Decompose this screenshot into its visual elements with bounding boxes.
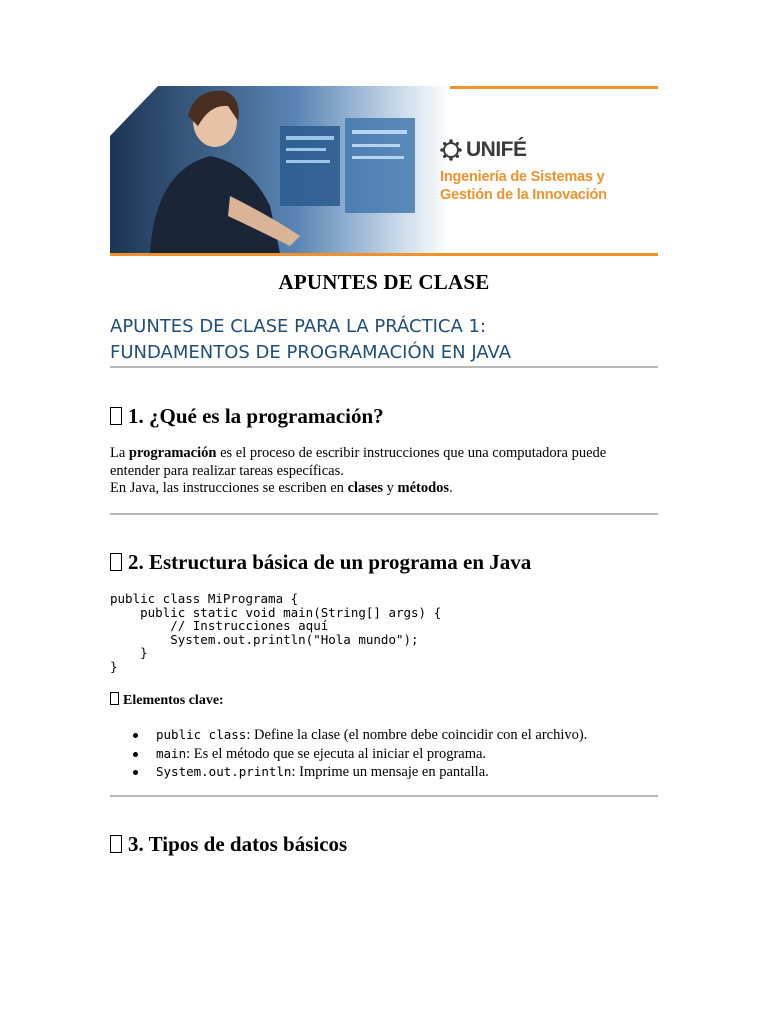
divider <box>110 795 658 797</box>
header-banner <box>110 86 658 256</box>
list-item <box>110 763 658 782</box>
text-run: La <box>110 445 129 461</box>
text-run: es el proceso de escribir instrucciones que una computadora puede <box>216 445 607 461</box>
missing-glyph-icon <box>110 407 122 425</box>
paragraph-line <box>110 445 658 463</box>
brand-logo <box>440 138 527 162</box>
bold-term: clases <box>347 480 383 496</box>
paragraph-line: entender para realizar tareas específicas. <box>110 462 344 479</box>
inline-code: public class <box>156 727 247 742</box>
list-item <box>110 745 658 764</box>
section-heading-3-text: 3. Tipos de datos básicos <box>128 832 348 856</box>
section-heading-1 <box>110 404 658 429</box>
section-1-paragraph <box>110 445 658 498</box>
section-heading-2-text: 2. Estructura básica de un programa en Java <box>128 550 532 574</box>
code-block: public class MiPrograma { public static void main(String[] args) { // Instrucciones aquí System.out.println("Hola mundo"); } } <box>110 591 442 674</box>
bold-term: métodos <box>397 480 450 496</box>
paragraph-line <box>110 480 658 498</box>
bold-term: programación <box>128 445 217 461</box>
document-subtitle <box>110 314 658 366</box>
subtitle-line-1: APUNTES DE CLASE PARA LA PRÁCTICA 1: <box>110 316 487 337</box>
inline-code: main <box>156 745 187 761</box>
gear-logo-icon <box>440 139 462 161</box>
divider <box>110 513 658 515</box>
text-run: En Java, las instrucciones se escriben en <box>110 480 348 496</box>
key-elements-label <box>110 692 224 709</box>
section-heading-2 <box>110 550 658 575</box>
subtitle-line-2: FUNDAMENTOS DE PROGRAMACIÓN EN JAVA <box>110 342 512 363</box>
inline-code: System.out.println <box>156 764 292 779</box>
section-heading-3 <box>110 832 658 857</box>
list-item-text: : Es el método que se ejecuta al iniciar el programa. <box>186 745 487 762</box>
text-run: y <box>383 480 398 496</box>
department-line-2: Gestión de la Innovación <box>440 187 607 203</box>
list-item-text: : Imprime un mensaje en pantalla. <box>291 764 489 780</box>
missing-glyph-icon <box>110 692 119 705</box>
missing-glyph-icon <box>110 835 122 853</box>
list-item <box>110 726 658 745</box>
key-elements-label-text: Elementos clave: <box>123 693 224 708</box>
list-item-text: : Define la clase (el nombre debe coincidir con el archivo). <box>246 727 588 743</box>
banner-bottom-accent-line <box>110 253 658 256</box>
missing-glyph-icon <box>110 553 122 571</box>
department-line-1: Ingeniería de Sistemas y <box>440 169 605 185</box>
text-run: . <box>449 480 453 496</box>
key-elements-list <box>110 726 658 782</box>
section-heading-1-text: 1. ¿Qué es la programación? <box>128 404 384 428</box>
document-title: APUNTES DE CLASE <box>278 270 490 294</box>
divider <box>110 366 658 368</box>
department-name <box>440 168 658 204</box>
banner-photo <box>110 86 450 253</box>
brand-name: UNIFÉ <box>466 138 527 161</box>
